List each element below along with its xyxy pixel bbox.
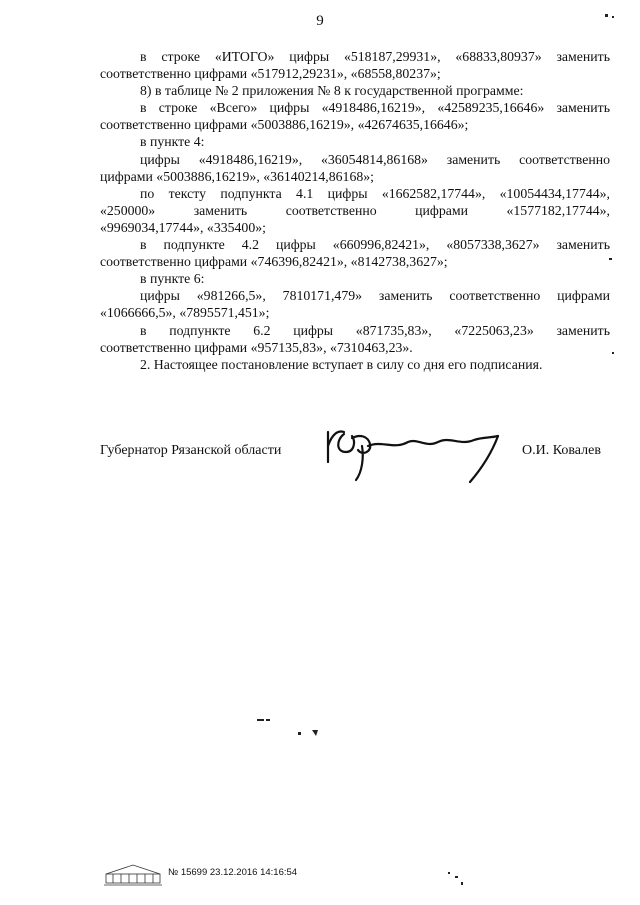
paragraph-line: «1066666,5», «7895571,451»; (100, 305, 270, 321)
paragraph-line: в подпункте 6.2 цифры «871735,83», «7225063,23» заменить (140, 322, 610, 338)
paragraph-line: соответственно цифрами «517912,29231», «68558,80237»; (100, 66, 441, 82)
paragraph-line: в строке «Всего» цифры «4918486,16219», «42589235,16646» заменить (140, 100, 610, 116)
paragraph-line: цифры «981266,5», 7810171,479» заменить соответственно цифрами (140, 288, 610, 304)
paragraph-line: соответственно цифрами «957135,83», «7310463,23». (100, 339, 413, 355)
paragraph-line: цифрами «5003886,16219», «36140214,86168»; (100, 168, 374, 184)
paragraph-line: соответственно цифрами «5003886,16219», «42674635,16646»; (100, 117, 469, 133)
signatory-name: О.И. Ковалев (522, 443, 601, 458)
paragraph-line: в пункте 6: (140, 271, 205, 287)
paragraph-line: в пункте 4: (140, 134, 205, 150)
document-reference: № 15699 23.12.2016 14:16:54 (168, 867, 298, 878)
paragraph-line: в подпункте 4.2 цифры «660996,82421», «8057338,3627» заменить (140, 237, 610, 253)
paragraph-line: соответственно цифрами «746396,82421», «8142738,3627»; (100, 254, 448, 270)
signatory-title: Губернатор Рязанской области (100, 443, 282, 458)
page-number: 9 (316, 13, 324, 29)
paragraph-line: «250000» заменить соответственно цифрами «1577182,17744», (100, 202, 610, 218)
paragraph-line: «9969034,17744», «335400»; (100, 219, 266, 235)
paragraph-line: цифры «4918486,16219», «36054814,86168» заменить соответственно (140, 151, 610, 167)
paragraph-line: 2. Настоящее постановление вступает в силу со дня его подписания. (140, 356, 543, 372)
scan-stamp-logo (103, 862, 163, 888)
paragraph-line: 8) в таблице № 2 приложения № 8 к государственной программе: (140, 83, 524, 99)
paragraph-line: по тексту подпункта 4.1 цифры «1662582,17744», «10054434,17744», (140, 185, 610, 201)
paragraph-line: в строке «ИТОГО» цифры «518187,29931», «68833,80937» заменить (140, 49, 610, 64)
